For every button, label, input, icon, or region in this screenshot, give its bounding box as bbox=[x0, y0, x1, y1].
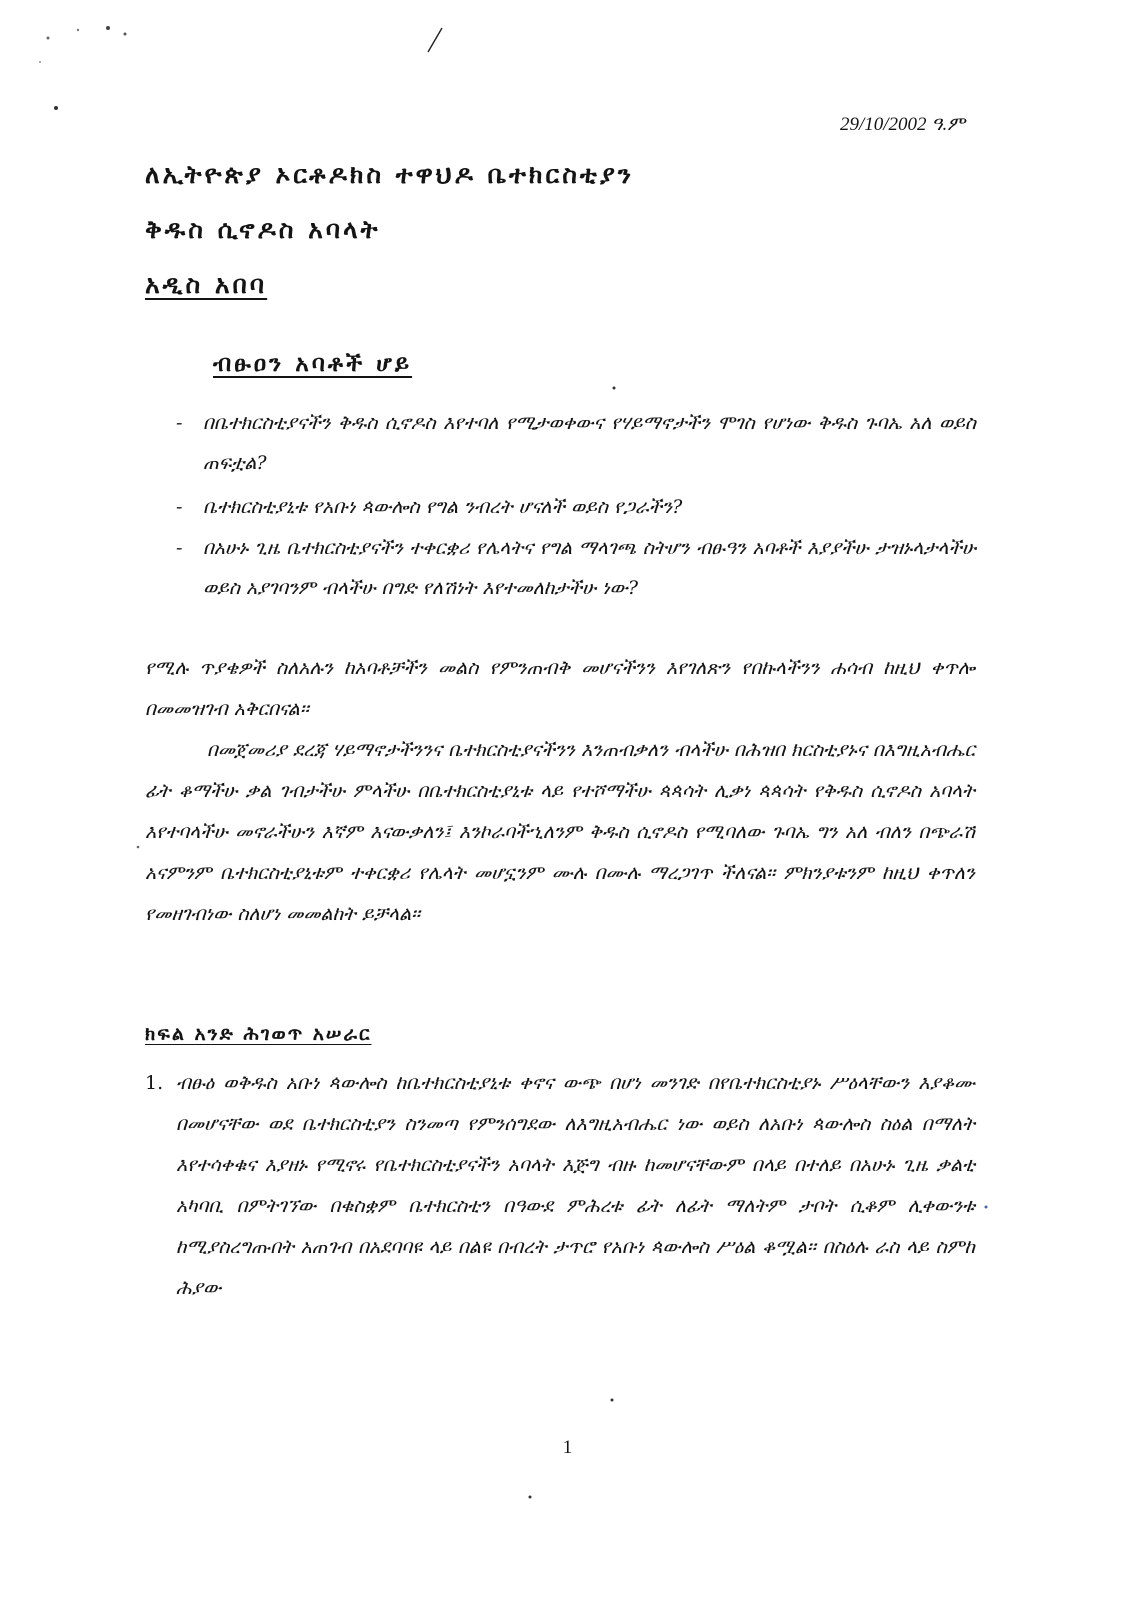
bullet-dash: - bbox=[176, 537, 183, 559]
recipient-line-3: አዲስ አበባ bbox=[145, 270, 268, 299]
paragraph-intro: የሚሉ ጥያቄዎች ስለአሉን ከአባቶቻችን መልስ የምንጠብቅ መሆናችንን እየገለጽን የበኩላችንን ሐሳብ ከዚህ ቀጥሎ በመመዝገብ አቅርበናል፡፡ bbox=[145, 657, 975, 720]
question-item bbox=[176, 487, 976, 527]
item-number: 1. bbox=[145, 1072, 164, 1094]
section-heading: ክፍል አንድ ሕገወጥ አሠራር bbox=[145, 1023, 372, 1045]
bullet-dash: - bbox=[176, 412, 183, 434]
letter-date: 29/10/2002 ዓ.ም bbox=[839, 114, 965, 135]
page-number: 1 bbox=[562, 1437, 573, 1458]
recipient-line-1: ለኢትዮጵያ ኦርቶዶክስ ተዋህዶ ቤተክርስቲያን bbox=[145, 160, 635, 189]
numbered-item bbox=[145, 1063, 975, 1309]
question-text: በአሁኑ ጊዜ ቤተክርስቲያናችን ተቀርቋሪ የሌላትና የግል ማላገጫ ስትሆን ብፁዓን አባቶች እያያችሁ ታዝኑላታላችሁ ወይስ አያገባንም ብላችሁ በግድ የለሽነት እየተመለከታችሁ ነው? bbox=[203, 537, 976, 599]
recipient-line-2: ቅዱስ ሲኖዶስ አባላት bbox=[145, 215, 381, 244]
question-text: በቤተክርስቲያናችን ቅዱስ ሲኖዶስ እየተባለ የሚታወቀውና የሃይማኖታችን ሞገስ የሆነው ቅዱስ ጉባኤ አለ ወይስ ጠፍቷል? bbox=[203, 412, 976, 474]
question-text: ቤተክርስቲያኒቱ የአቡነ ጳውሎስ የግል ንብረት ሆናለች ወይስ የጋራችን? bbox=[203, 496, 683, 518]
bullet-dash: - bbox=[176, 496, 183, 518]
question-item bbox=[176, 528, 976, 608]
question-item bbox=[176, 403, 976, 483]
salutation: ብፁዐን አባቶች ሆይ bbox=[213, 350, 413, 377]
paragraph-body: በመጀመሪያ ደረጃ ሃይማኖታችንንና ቤተክርስቲያናችንን እንጠብቃለን ብላችሁ በሕዝበ ክርስቲያኑና በእግዚአብሔር ፊት ቆማችሁ ቃል ገብታችሁ ምላችሁ በቤተክርስቲያኒቱ ላይ የተሾማችሁ ጳጳሳት ሊቃነ ጳጳሳት የቅዱስ ሲኖዶስ አባላት እየተባላችሁ መኖራችሁን እኛም እናውቃለን፤ እንኮራባችኂለንም ቅዱስ ሲኖዶስ የሚባለው ጉባኤ ግን አለ ብለን በጭራሽ አናምንም ቤተክርስቲያኒቱም ተቀርቋሪ የሌላት መሆኗንም ሙሉ በሙሉ ማረጋገጥ ችለናል፡፡ ምክንያቱንም ከዚህ ቀጥለን የመዘገብነው ስለሆነ መመልከት ይቻላል፡፡ bbox=[145, 739, 975, 925]
item-text: ብፁዕ ወቅዱስ አቡነ ጳውሎስ ከቤተክርስቲያኒቱ ቀኖና ውጭ በሆነ መንገድ በየቤተክርስቲያኑ ሥዕላቸውን እያቆሙ በመሆናቸው ወደ ቤተክርስቲያን ስንመጣ የምንሰግደው ለእግዚአብሔር ነው ወይስ ለአቡነ ጳውሎስ ስዕል በማለት እየተሳቀቁና እያዘኑ የሚኖሩ የቤተክርስቲያናችን አባላት እጅግ ብዙ ከመሆናቸውም በላይ በተለይ በአሁኑ ጊዜ ቃልቲ አካባቢ በምትገኘው በቁስቋም ቤተክርስቲን በዓውደ ምሕረቱ ፊት ለፊት ማለትም ታቦት ሲቆም ሊቀውንቱ ከሚያስረግጡበት አጠገብ በአደባባዩ ላይ በልዩ በብረት ታጥሮ የአቡነ ጳውሎስ ሥዕል ቆሟል፡፡ በስዕሉ ራስ ላይ ስምከ ሕያው bbox=[176, 1072, 975, 1299]
